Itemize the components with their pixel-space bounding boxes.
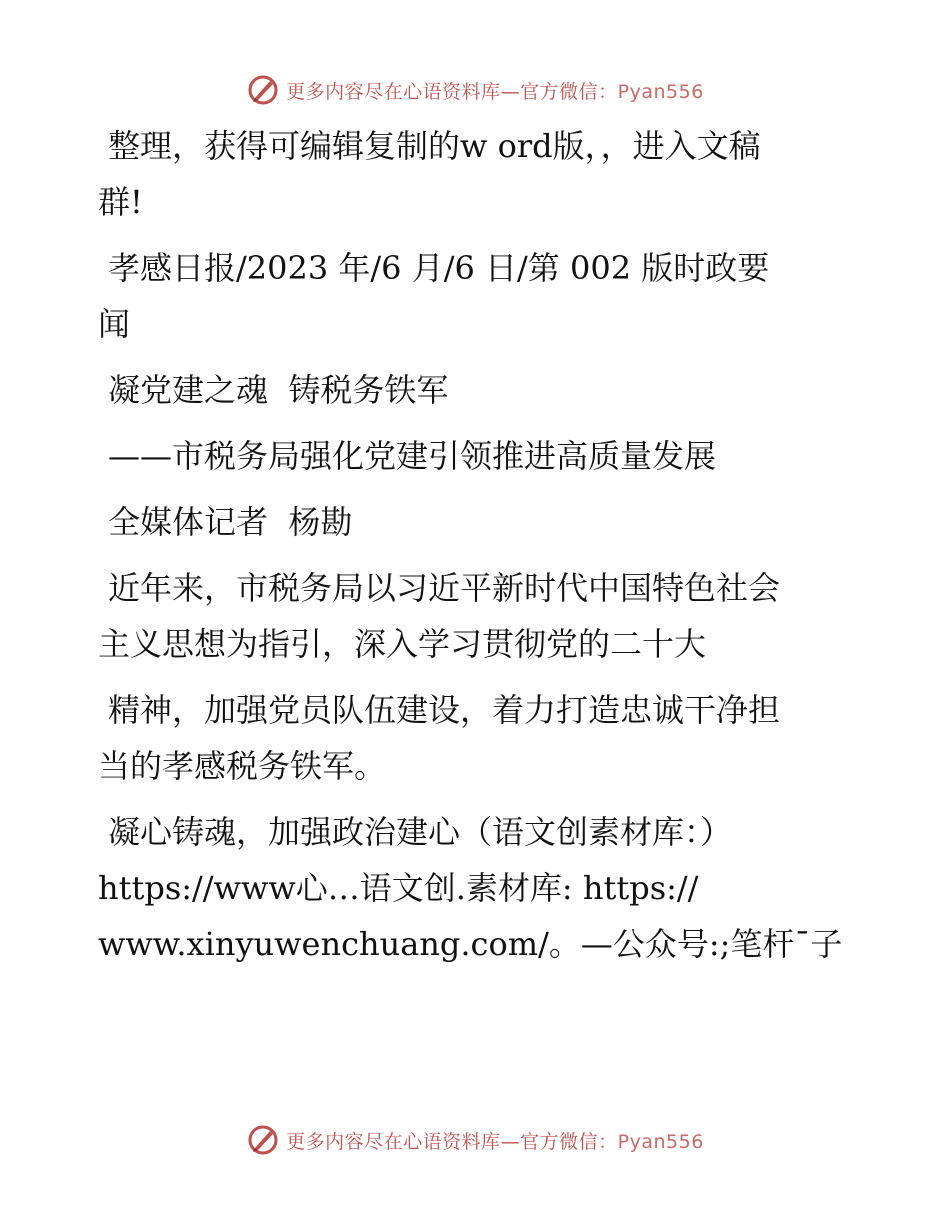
text-line: 精神，加强党员队伍建设，着力打造忠诚干净担: [108, 691, 781, 729]
text-line: 孝感日报/2023 年/6 月/6 日/第 002 版时政要: [108, 249, 770, 287]
url-line: https://www心…语文创.素材库: https://: [98, 869, 699, 907]
text-line: 凝党建之魂 铸税务铁军: [108, 371, 449, 409]
body-paragraph-3: [98, 804, 843, 972]
text-line: ——市税务局强化党建引领推进高质量发展: [108, 437, 717, 475]
text-line: 全媒体记者 杨勘: [108, 503, 353, 541]
article-title: [98, 362, 838, 418]
footer-banner: [0, 1120, 950, 1160]
text-line: 主义思想为指引，深入学习贯彻党的二十大: [98, 625, 707, 663]
body-paragraph-2: [98, 682, 838, 794]
document-body: [98, 118, 843, 982]
text-line: 闻: [98, 305, 131, 343]
body-paragraph-1: [98, 560, 838, 672]
text-line: 近年来，市税务局以习近平新时代中国特色社会: [108, 569, 781, 607]
banner-text: 更多内容尽在心语资料库—官方微信：Pyan556: [286, 80, 704, 103]
url-line: www.xinyuwenchuang.com/。—公众号:;笔杆¯子: [98, 925, 843, 963]
text-line: 当的孝感税务铁军。: [98, 747, 387, 785]
paragraph-source: [98, 240, 838, 352]
text-line: 群!: [98, 183, 143, 221]
pen-circle-logo-icon: [246, 73, 280, 107]
banner-text: 更多内容尽在心语资料库—官方微信：Pyan556: [286, 1130, 704, 1153]
paragraph-intro: [98, 118, 838, 230]
article-byline: [98, 494, 838, 550]
text-line: 整理，获得可编辑复制的w ord版，，进入文稿: [108, 127, 761, 165]
article-subtitle: [98, 428, 838, 484]
text-line: 凝心铸魂，加强政治建心（语文创素材库：）: [108, 813, 733, 851]
pen-circle-logo-icon: [246, 1123, 280, 1157]
header-banner: [0, 70, 950, 110]
